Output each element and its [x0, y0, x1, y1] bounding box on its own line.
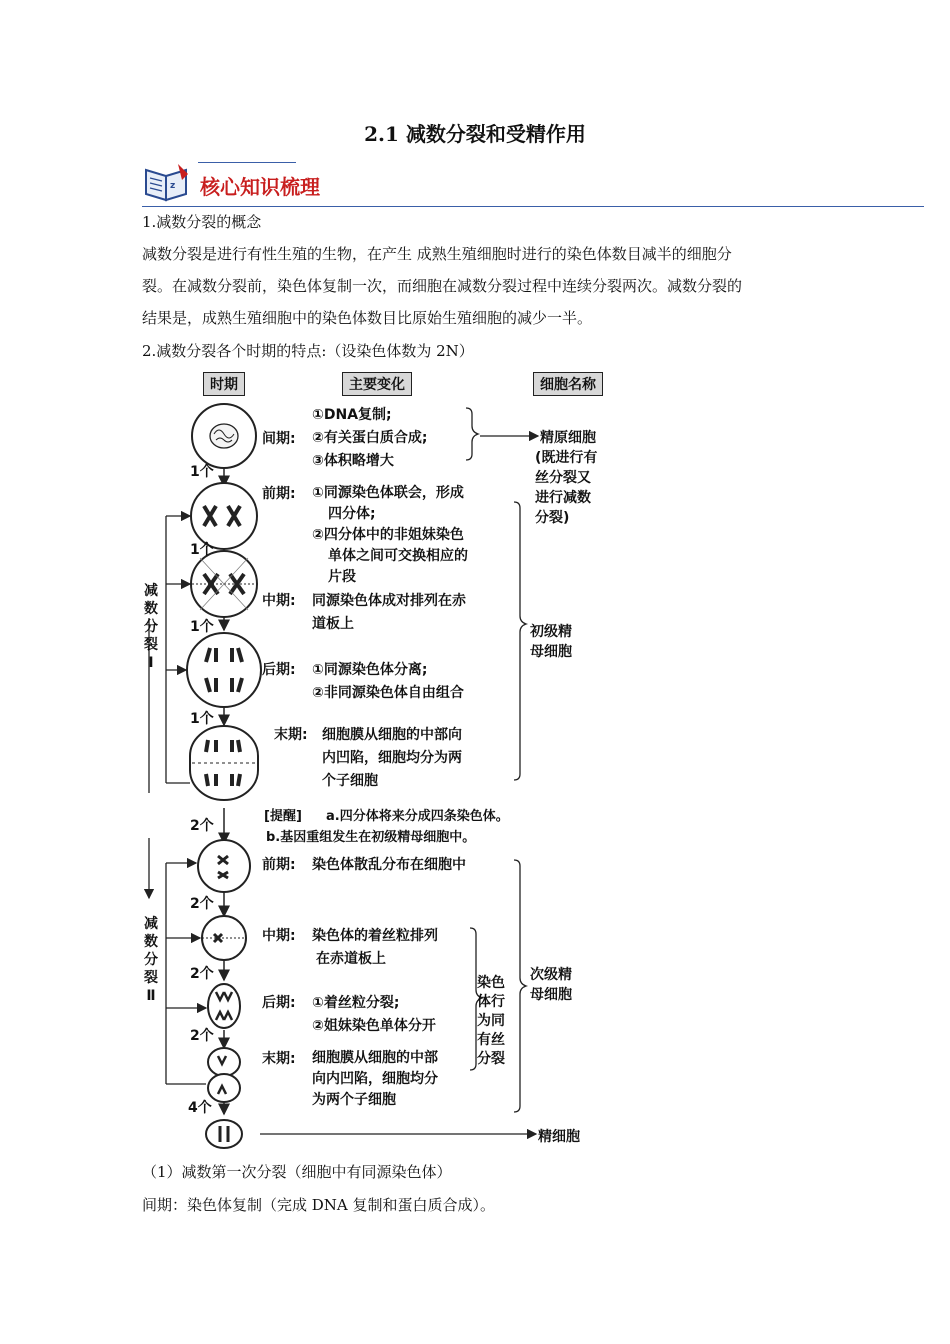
sperm-cell	[206, 1120, 242, 1148]
m1-metaphase-text: 同源染色体成对排列在赤 道板上	[312, 593, 466, 632]
m2-metaphase-label: 中期:	[262, 928, 296, 944]
meiosis-2-label: 减 数 分 裂 Ⅱ	[144, 916, 158, 1004]
header-changes: 主要变化	[342, 372, 412, 396]
count-label: 2个	[190, 896, 214, 912]
count-label: 1个	[190, 619, 214, 635]
header-cell-name: 细胞名称	[533, 372, 603, 396]
page-title: 2.1 减数分裂和受精作用	[364, 122, 586, 146]
reminder-b: b.基因重组发生在初级精母细胞中。	[266, 830, 476, 845]
m2-behavior-note: 染色 体行 为同 有丝 分裂	[477, 975, 505, 1067]
paragraph-interphase: 间期：染色体复制（完成 DNA 复制和蛋白质合成）。	[142, 1196, 496, 1214]
m2-telophase-label: 末期:	[262, 1051, 296, 1067]
header-period: 时期	[203, 372, 245, 396]
spermatogonium-note: (既进行有 丝分裂又 进行减数 分裂)	[535, 450, 598, 526]
m2-anaphase-cell	[208, 984, 240, 1028]
section-title: 核心知识梳理	[200, 175, 320, 199]
spermatogonium-label: 精原细胞	[540, 430, 596, 446]
svg-text:z: z	[170, 181, 176, 191]
m2-anaphase-text: ①着丝粒分裂; ②姐妹染色单体分开	[312, 995, 436, 1034]
count-label: 2个	[190, 1028, 214, 1044]
m2-prophase-label: 前期:	[262, 857, 296, 873]
m1-anaphase-cell	[187, 633, 261, 707]
m1-prophase-label: 前期:	[262, 486, 296, 502]
interphase-cell	[192, 404, 256, 468]
paragraph-3: 裂。在减数分裂前，染色体复制一次，而细胞在减数分裂过程中连续分裂两次。减数分裂的	[142, 277, 743, 295]
interphase-label: 间期:	[262, 431, 296, 447]
m2-prophase-cell	[198, 840, 250, 892]
m2-metaphase-cell	[202, 916, 246, 960]
sperm-cell-label: 精细胞	[538, 1129, 580, 1145]
reminder-label: [提醒]	[264, 809, 302, 824]
paragraph-1: 1.减数分裂的概念	[142, 213, 262, 231]
m1-metaphase-cell	[191, 551, 257, 617]
subheading-meiosis-1: （1）减数第一次分裂（细胞中有同源染色体）	[142, 1163, 452, 1181]
meiosis-1-label: 减 数 分 裂 Ⅰ	[144, 583, 158, 671]
m2-anaphase-label: 后期:	[262, 995, 296, 1011]
m1-telophase-cell	[190, 726, 258, 800]
paragraph-2: 减数分裂是进行有性生殖的生物，在产生 成熟生殖细胞时进行的染色体数目减半的细胞分	[142, 245, 732, 263]
secondary-spermatocyte-label: 次级精 母细胞	[530, 967, 572, 1003]
m2-telophase-cell	[208, 1048, 240, 1102]
m1-prophase-text: ①同源染色体联会，形成 四分体; ②四分体中的非姐妹染色 单体之间可交换相应的 片段	[312, 485, 468, 585]
interphase-items: ①DNA复制; ②有关蛋白质合成; ③体积略增大	[312, 407, 428, 469]
count-label: 4个	[188, 1100, 212, 1116]
m1-telophase-label: 末期:	[274, 727, 308, 743]
m1-anaphase-text: ①同源染色体分离; ②非同源染色体自由组合	[312, 662, 464, 701]
primary-spermatocyte-label: 初级精 母细胞	[530, 624, 572, 660]
paragraph-4: 结果是，成熟生殖细胞中的染色体数目比原始生殖细胞的减少一半。	[142, 309, 593, 327]
m1-anaphase-label: 后期:	[262, 662, 296, 678]
m2-prophase-text: 染色体散乱分布在细胞中	[312, 857, 466, 873]
count-label: 1个	[190, 542, 214, 558]
book-icon	[142, 160, 194, 204]
count-label: 2个	[190, 966, 214, 982]
m1-telophase-text: 细胞膜从细胞的中部向 内凹陷，细胞均分为两 个子细胞	[322, 727, 462, 789]
paragraph-5: 2.减数分裂各个时期的特点:（设染色体数为 2N）	[142, 342, 474, 360]
reminder-a: a.四分体将来分成四条染色体。	[326, 809, 509, 824]
m2-telophase-text: 细胞膜从细胞的中部 向内凹陷，细胞均分 为两个子细胞	[312, 1050, 438, 1108]
section-line-top	[198, 162, 296, 163]
m1-metaphase-label: 中期:	[262, 593, 296, 609]
count-label: 1个	[190, 464, 214, 480]
section-line-bottom	[142, 206, 924, 207]
m2-metaphase-text: 染色体的着丝粒排列 在赤道板上	[312, 928, 438, 967]
count-label: 2个	[190, 818, 214, 834]
count-label: 1个	[190, 711, 214, 727]
